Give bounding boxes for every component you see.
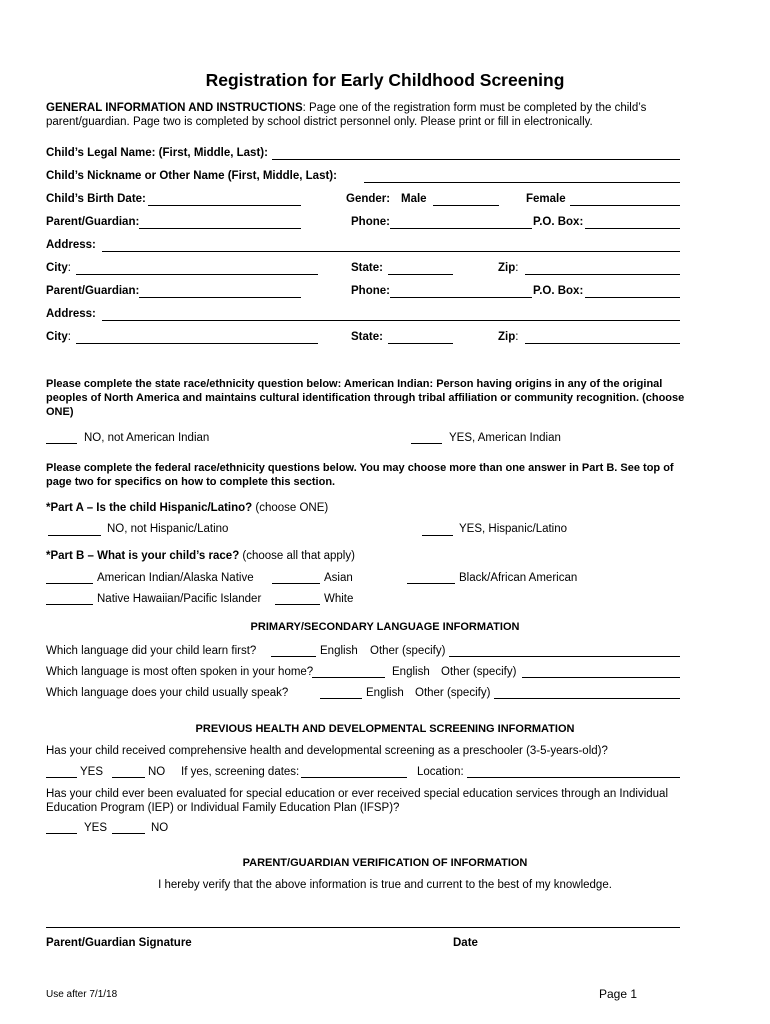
state-race-no-label: NO, not American Indian: [84, 432, 210, 444]
city-1-label: City:: [46, 262, 71, 274]
hispanic-no-label: NO, not Hispanic/Latino: [107, 523, 229, 535]
race-asian-field[interactable]: [272, 583, 320, 584]
birth-date-label: Child’s Birth Date:: [46, 193, 146, 205]
language-q3-other-label: Other (specify): [415, 687, 491, 699]
address-1-label: Address:: [46, 239, 96, 251]
parent-guardian-2-label: Parent/Guardian:: [46, 285, 140, 297]
po-box-1-field[interactable]: [585, 228, 680, 229]
date-label: Date: [453, 937, 478, 949]
signature-line[interactable]: [46, 927, 680, 928]
city-2-text: City: [46, 331, 68, 343]
part-b-question: [46, 550, 355, 562]
address-2-label: Address:: [46, 308, 96, 320]
gender-female-label: Female: [526, 193, 566, 205]
language-heading: PRIMARY/SECONDARY LANGUAGE INFORMATION: [250, 621, 520, 633]
gender-female-field[interactable]: [570, 205, 680, 206]
po-box-2-label: P.O. Box:: [533, 285, 584, 297]
location-field[interactable]: [467, 777, 680, 778]
page-number: Page 1: [599, 987, 638, 1001]
instructions: [46, 101, 686, 129]
po-box-1-label: P.O. Box:: [533, 216, 584, 228]
gender-male-label: Male: [401, 193, 427, 205]
health-q2-no-field[interactable]: [112, 833, 145, 834]
hispanic-no-field[interactable]: [48, 535, 101, 536]
language-q3-english-label: English: [366, 687, 404, 699]
po-box-2-field[interactable]: [585, 297, 680, 298]
phone-1-label: Phone:: [351, 216, 390, 228]
instructions-heading: GENERAL INFORMATION AND INSTRUCTIONS: [46, 102, 303, 114]
language-q2-english-field[interactable]: [312, 677, 385, 678]
zip-2-label: Zip:: [498, 331, 519, 343]
state-race-yes-label: YES, American Indian: [449, 432, 561, 444]
city-2-label: City:: [46, 331, 71, 343]
health-q2: Has your child ever been evaluated for special education or ever received special education services through an Individual Education Program (IEP) or Individual Family Education Plan (IFSP)?: [46, 788, 669, 814]
address-2-field[interactable]: [102, 320, 680, 321]
city-2-field[interactable]: [76, 343, 318, 344]
part-b-bold: *Part B – What is your child’s race?: [46, 550, 240, 562]
location-label: Location:: [417, 766, 464, 778]
race-black-field[interactable]: [407, 583, 455, 584]
zip-2-text: Zip: [498, 331, 516, 343]
parent-guardian-1-field[interactable]: [139, 228, 301, 229]
race-white-label: White: [324, 593, 354, 605]
health-q1-no-label: NO: [148, 766, 166, 778]
health-q2-yes-label: YES: [84, 822, 108, 834]
race-hawaiian-label: Native Hawaiian/Pacific Islander: [97, 593, 262, 605]
phone-2-label: Phone:: [351, 285, 390, 297]
language-q1: Which language did your child learn first?: [46, 645, 257, 657]
state-1-field[interactable]: [388, 274, 453, 275]
parent-guardian-2-field[interactable]: [139, 297, 301, 298]
zip-2-field[interactable]: [525, 343, 680, 344]
health-q1-no-field[interactable]: [112, 777, 145, 778]
race-black-label: Black/African American: [459, 572, 578, 584]
nickname-field[interactable]: [364, 182, 680, 183]
zip-1-text: Zip: [498, 262, 516, 274]
legal-name-field[interactable]: [272, 159, 680, 160]
screening-dates-label: If yes, screening dates:: [181, 766, 300, 778]
city-1-text: City: [46, 262, 68, 274]
verification-text: I hereby verify that the above information is true and current to the best of my knowledge.: [158, 879, 612, 891]
po-box-1-text: P.O. Box: [533, 216, 580, 228]
state-2-field[interactable]: [388, 343, 453, 344]
health-q1-yes-label: YES: [80, 766, 104, 778]
health-q2-no-label: NO: [151, 822, 169, 834]
signature-label: Parent/Guardian Signature: [46, 937, 192, 949]
language-q2-other-field[interactable]: [522, 677, 680, 678]
verification-heading: PARENT/GUARDIAN VERIFICATION OF INFORMATION: [242, 857, 528, 869]
gender-male-field[interactable]: [433, 205, 499, 206]
race-hawaiian-field[interactable]: [46, 604, 93, 605]
part-a-note: (choose ONE): [252, 502, 329, 514]
language-q1-other-label: Other (specify): [370, 645, 446, 657]
address-1-field[interactable]: [102, 251, 680, 252]
instructions-text: : Page one of the registration form must be completed by the child’s parent/guardian. Page two is completed by school district personnel only. Please print or fill in electronically.: [46, 102, 647, 128]
race-asian-label: Asian: [324, 572, 353, 584]
screening-dates-field[interactable]: [301, 777, 407, 778]
language-q1-english-label: English: [320, 645, 358, 657]
nickname-label: Child’s Nickname or Other Name (First, Middle, Last):: [46, 170, 337, 182]
race-american-indian-label: American Indian/Alaska Native: [97, 572, 254, 584]
health-q1: Has your child received comprehensive health and developmental screening as a preschooler (3-5-years-old)?: [46, 745, 608, 757]
language-q2-other-label: Other (specify): [441, 666, 517, 678]
footer-date: Use after 7/1/18: [46, 989, 118, 1000]
hispanic-yes-label: YES, Hispanic/Latino: [459, 523, 568, 535]
parent-guardian-1-label: Parent/Guardian:: [46, 216, 140, 228]
health-q2-yes-field[interactable]: [46, 833, 77, 834]
race-white-field[interactable]: [275, 604, 320, 605]
zip-1-label: Zip:: [498, 262, 519, 274]
federal-race-question: Please complete the federal race/ethnicity questions below. You may choose more than one answer in Part B. See top of page two for specifics on how to complete this section.: [46, 462, 674, 488]
health-heading: PREVIOUS HEALTH AND DEVELOPMENTAL SCREENING INFORMATION: [195, 723, 575, 735]
po-box-2-text: P.O. Box: [533, 285, 580, 297]
part-b-note: (choose all that apply): [239, 550, 355, 562]
state-2-label: State:: [351, 331, 383, 343]
phone-2-field[interactable]: [390, 297, 532, 298]
language-q1-other-field[interactable]: [449, 656, 680, 657]
state-1-label: State:: [351, 262, 383, 274]
gender-label: Gender:: [346, 193, 391, 205]
zip-1-field[interactable]: [525, 274, 680, 275]
language-q3: Which language does your child usually speak?: [46, 687, 289, 699]
language-q2-english-label: English: [392, 666, 430, 678]
city-1-field[interactable]: [76, 274, 318, 275]
language-q3-english-field[interactable]: [320, 698, 362, 699]
language-q3-other-field[interactable]: [494, 698, 680, 699]
phone-1-field[interactable]: [390, 228, 532, 229]
part-a-bold: *Part A – Is the child Hispanic/Latino?: [46, 502, 253, 514]
page-title: Registration for Early Childhood Screening: [205, 70, 565, 90]
health-q1-yes-field[interactable]: [46, 777, 77, 778]
birth-date-field[interactable]: [148, 205, 301, 206]
hispanic-yes-field[interactable]: [422, 535, 453, 536]
language-q2: Which language is most often spoken in your home?: [46, 666, 314, 678]
state-race-no-field[interactable]: [46, 443, 77, 444]
part-a-question: [46, 502, 328, 514]
state-race-yes-field[interactable]: [411, 443, 442, 444]
race-american-indian-field[interactable]: [46, 583, 93, 584]
state-race-question: Please complete the state race/ethnicity question below: American Indian: Person having origins in any of the original peoples of North America and maintains cultural identification through tribal affiliation or community recognition. (choose ONE): [46, 378, 685, 418]
language-q1-english-field[interactable]: [271, 656, 316, 657]
legal-name-label: Child’s Legal Name: (First, Middle, Last):: [46, 147, 268, 159]
